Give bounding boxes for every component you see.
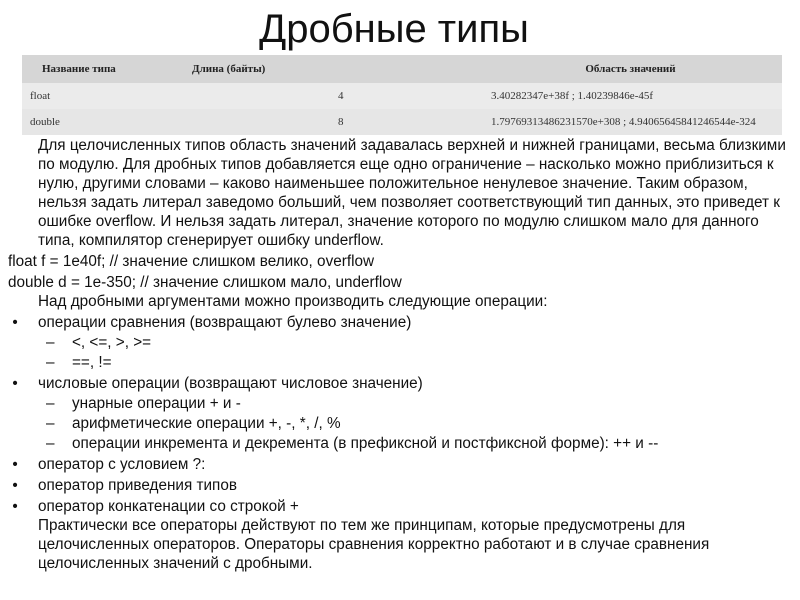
sub-list-item	[8, 414, 788, 433]
table-cell-type: double	[22, 109, 186, 135]
sub-list-item-text: арифметические операции +, -, *, /, %	[72, 415, 341, 432]
table-row	[22, 109, 782, 135]
sub-list-item	[8, 353, 788, 372]
dash-marker: –	[46, 395, 55, 412]
header-length: Длина (байты)	[186, 55, 479, 83]
bullet-marker: •	[12, 375, 18, 392]
list-item-conditional	[8, 455, 788, 474]
list-item-text: оператор приведения типов	[38, 477, 237, 494]
sub-list-item	[8, 394, 788, 413]
bullet-marker: •	[12, 456, 18, 473]
table-cell-length: 8	[186, 109, 479, 135]
conclusion-paragraph: Практически все операторы действуют по тем же принципам, которые предусмотрены для целочисленных операторов. Операторы сравнения корректно работают и в случае сравнения целочисленных значений с дробными.	[38, 517, 710, 572]
dash-marker: –	[46, 334, 55, 351]
list-item-concat	[8, 497, 788, 516]
list-item-text: операции сравнения (возвращают булево значение)	[38, 314, 412, 331]
list-item-numeric	[8, 374, 788, 393]
code-line-double: double d = 1e-350; // значение слишком мало, underflow	[8, 274, 402, 291]
operations-intro: Над дробными аргументами можно производить следующие операции:	[38, 293, 548, 310]
bullet-marker: •	[12, 477, 18, 494]
dash-marker: –	[46, 415, 55, 432]
dash-marker: –	[46, 435, 55, 452]
slide-body	[8, 136, 788, 573]
header-type-name: Название типа	[22, 55, 186, 83]
types-table	[22, 55, 782, 135]
sub-list-item-text: унарные операции + и -	[72, 395, 241, 412]
list-item-text: числовые операции (возвращают числовое значение)	[38, 375, 423, 392]
table-cell-type: float	[22, 83, 186, 109]
list-item-comparison	[8, 313, 788, 332]
sub-list-item-text: операции инкремента и декремента (в префиксной и постфиксной форме): ++ и --	[72, 435, 659, 452]
table-cell-length: 4	[186, 83, 479, 109]
list-item-text: оператор с условием ?:	[38, 456, 206, 473]
bullet-marker: •	[12, 314, 18, 331]
table-cell-range: 1.79769313486231570e+308 ; 4.94065645841246544e-324	[479, 109, 782, 135]
header-range: Область значений	[479, 55, 782, 83]
intro-paragraph: Для целочисленных типов область значений задавалась верхней и нижней границами, весьма близкими по модулю. Для дробных типов добавляется еще одно ограничение – насколько можно приблизиться к нулю, другими словами – каково наименьшее положительное ненулевое значение. Таким образом, нельзя задать литерал заведомо больший, чем позволяет соответствующий тип данных, это приведет к ошибке overflow. И нельзя задать литерал, значение которого по модулю слишком мало для данного типа, компилятор сгенерирует ошибку underflow.	[38, 137, 786, 249]
sub-list-item-text: <, <=, >, >=	[72, 334, 152, 351]
list-item-cast	[8, 476, 788, 495]
sub-list-item	[8, 434, 788, 453]
table-header-row	[22, 55, 782, 83]
bullet-marker: •	[12, 498, 18, 515]
code-line-float: float f = 1e40f; // значение слишком велико, overflow	[8, 253, 375, 270]
dash-marker: –	[46, 354, 55, 371]
list-item-text: оператор конкатенации со строкой +	[38, 498, 299, 515]
table-cell-range: 3.40282347e+38f ; 1.40239846e-45f	[479, 83, 782, 109]
sub-list-item-text: ==, !=	[72, 354, 112, 371]
table-row	[22, 83, 782, 109]
slide-title: Дробные типы	[259, 7, 529, 51]
sub-list-item	[8, 333, 788, 352]
